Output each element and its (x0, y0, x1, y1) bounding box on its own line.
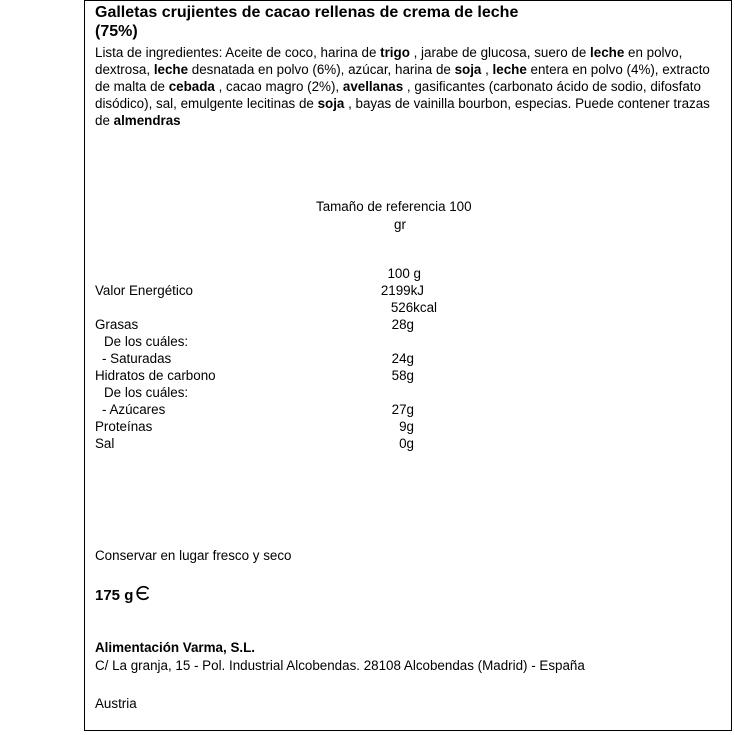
row-value-saturadas: 24g (391, 351, 414, 366)
allergen-ingredient: almendras (113, 112, 181, 128)
row-label-hidratos: Hidratos de carbono (95, 368, 216, 383)
ingredient-text: , gasificantes (carbonato ácido de sodio, difosfato disódico), sal, emulgente lecitinas de (95, 78, 701, 111)
ingredient-text: Lista de ingredientes: Aceite de coco, harina de (95, 45, 381, 60)
product-title: Galletas crujientes de cacao rellenas de crema de leche (75%) (95, 4, 519, 40)
row-value-hidratos: 58g (391, 368, 414, 383)
row-label-sal: Sal (95, 436, 115, 451)
row-value-azucares: 27g (391, 402, 414, 417)
allergen-ingredient: leche (153, 61, 189, 77)
ingredient-text: entera en polvo (4%), extracto de malta de (95, 61, 710, 94)
row-label-grasas: Grasas (95, 317, 139, 332)
allergen-ingredient: leche (492, 61, 527, 77)
row-value-proteinas: 9g (399, 419, 414, 434)
company-address: C/ La granja, 15 - Pol. Industrial Alcobendas. 28108 Alcobendas (Madrid) - España (95, 658, 585, 673)
row-label-de-los-cuales-2: De los cuáles: (104, 385, 189, 400)
ingredient-text: , (481, 61, 493, 77)
row-label-azucares: - Azúcares (102, 402, 166, 417)
row-value-sal: 0g (399, 436, 414, 451)
row-label-proteinas: Proteínas (95, 419, 153, 434)
ingredient-text: , jarabe de glucosa, suero de (409, 45, 591, 60)
net-weight: 175 g (95, 585, 151, 605)
country-of-origin: Austria (95, 696, 137, 711)
allergen-ingredient: cebada (168, 78, 215, 94)
reference-size-line2: gr (394, 217, 406, 232)
company-name: Alimentación Varma, S.L. (95, 640, 255, 655)
row-label-saturadas: - Saturadas (102, 351, 172, 366)
row-value-grasas: 28g (391, 317, 414, 332)
row-label-de-los-cuales: De los cuáles: (104, 334, 189, 349)
allergen-ingredient: leche (590, 45, 625, 60)
allergen-ingredient: soja (317, 95, 345, 111)
e-mark-icon (135, 585, 151, 605)
energy-kj: 2199kJ (380, 283, 424, 298)
ingredient-text: , cacao magro (2%), (214, 78, 343, 94)
energy-label: Valor Energético (95, 283, 194, 298)
energy-kcal: 526kcal (390, 300, 437, 315)
allergen-ingredient: trigo (380, 45, 410, 60)
reference-size-line1: Tamaño de referencia 100 (316, 199, 472, 214)
ingredients-list (95, 45, 725, 130)
ingredient-text: en polvo, dextrosa, (95, 45, 683, 77)
ingredient-text: , bayas de vainilla bourbon, especias. Puede contener trazas de (95, 95, 710, 128)
column-header-100g: 100 g (387, 266, 421, 281)
storage-instructions: Conservar en lugar fresco y seco (95, 548, 292, 563)
allergen-ingredient: soja (454, 61, 482, 77)
allergen-ingredient: avellanas (342, 78, 404, 94)
ingredient-text: desnatada en polvo (6%), azúcar, harina de (188, 61, 455, 77)
